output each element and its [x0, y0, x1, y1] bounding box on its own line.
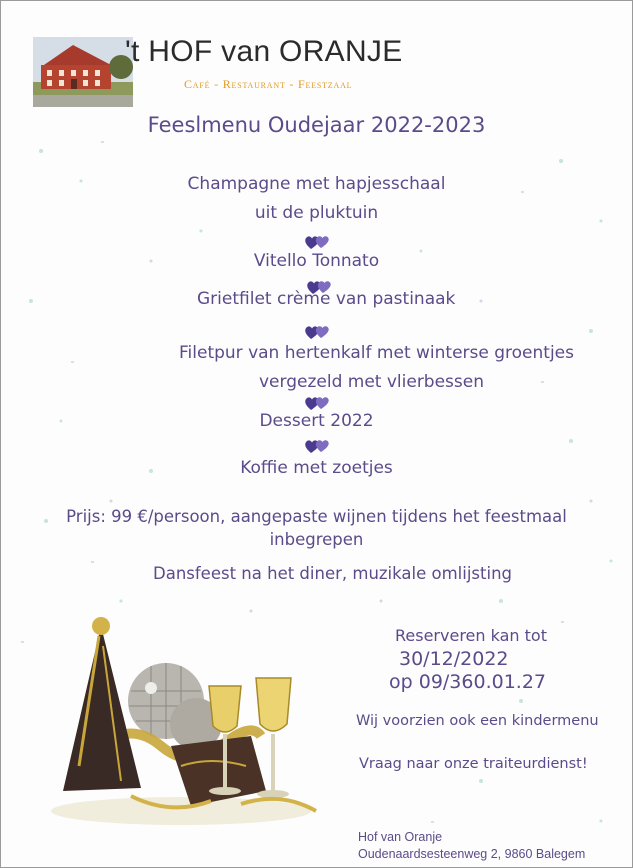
heart-divider-icon: [303, 233, 331, 251]
reservation-line: Reserveren kan tot: [395, 626, 547, 645]
course-filetpur: Filetpur van hertenkalf met winterse groentjes: [179, 343, 574, 363]
reservation-phone: op 09/360.01.27: [389, 671, 547, 693]
dance-party-line: Dansfeest na het diner, muzikale omlijsting: [153, 564, 513, 583]
price-line: Prijs: 99 €/persoon, aangepaste wijnen tijdens het feestmaal: [66, 507, 567, 526]
course-champagne-sub: uit de pluktuin: [254, 203, 379, 223]
course-koffie: Koffie met zoetjes: [240, 458, 393, 478]
heart-divider-icon: [303, 394, 331, 412]
restaurant-name: 't HOF van ORANJE: [125, 35, 403, 68]
reservation-date: 30/12/2022: [399, 648, 509, 670]
heart-divider-icon: [303, 437, 331, 455]
catering-note: Vraag naar onze traiteurdienst!: [359, 756, 588, 772]
heart-divider-icon: [303, 323, 331, 341]
course-grietfilet: Grietfilet crème van pastinaak: [197, 289, 456, 309]
price-line-included: inbegrepen: [269, 530, 364, 549]
course-vitello: Vitello Tonnato: [253, 251, 380, 271]
party-hat-illustration: [41, 616, 341, 831]
restaurant-photo: [33, 37, 133, 107]
kids-menu-note: Wij voorzien ook een kindermenu: [356, 713, 599, 729]
footer-name: Hof van Oranje: [358, 830, 443, 844]
footer-address: Oudenaardsesteenweg 2, 9860 Balegem: [358, 847, 586, 861]
course-champagne: Champagne met hapjesschaal: [187, 174, 446, 194]
restaurant-tagline: Café - Restaurant - Feestzaal: [184, 77, 353, 91]
course-dessert: Dessert 2022: [259, 411, 374, 431]
course-filetpur-sub: vergezeld met vlierbessen: [259, 372, 485, 392]
menu-title: Feeslmenu Oudejaar 2022-2023: [147, 113, 486, 137]
